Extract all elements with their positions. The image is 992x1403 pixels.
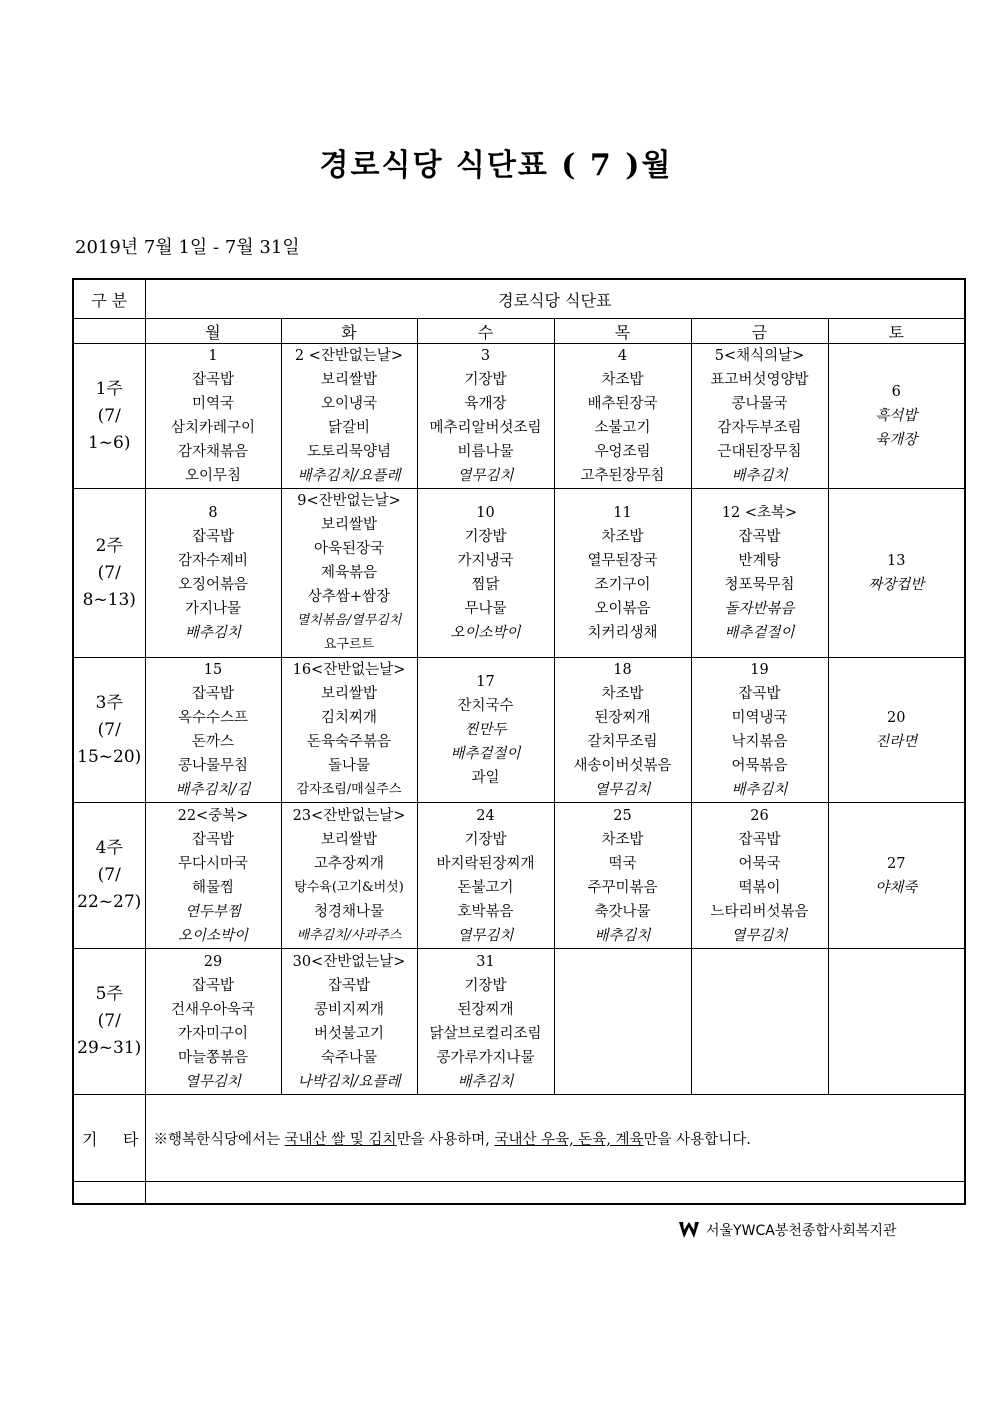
menu-date: 1	[208, 348, 218, 364]
menu-cell	[554, 489, 691, 658]
menu-item: 잔치국수	[457, 698, 514, 714]
menu-date: 6	[891, 384, 901, 400]
menu-item: 어묵볶음	[731, 758, 788, 774]
ywca-logo-icon	[678, 1221, 700, 1239]
menu-item: 가자미구이	[177, 1025, 249, 1042]
week-label-line: 1~6)	[87, 432, 131, 453]
menu-date: 31	[476, 953, 495, 970]
menu-date: 22<중복>	[177, 807, 249, 824]
menu-item: 열무김치	[731, 927, 788, 944]
menu-item: 숙주나물	[320, 1049, 378, 1066]
menu-item: 배추김치	[457, 1073, 514, 1090]
week-label	[73, 489, 145, 658]
week-row	[73, 489, 965, 658]
menu-item: 배추겉절이	[724, 625, 795, 641]
week-label-line: (7/	[97, 1011, 121, 1031]
week-row	[73, 949, 965, 1095]
menu-date: 10	[476, 505, 495, 521]
menu-item: 감자채볶음	[177, 444, 249, 460]
menu-item: 잡곡밥	[191, 977, 235, 994]
menu-item: 잡곡밥	[738, 529, 781, 545]
menu-item: 미역국	[191, 396, 235, 412]
menu-cell	[281, 658, 417, 803]
menu-item: 기장밥	[464, 372, 507, 388]
note-label-left: 기	[82, 1129, 98, 1149]
saturday-menu-cell	[828, 489, 965, 658]
week-label-line: 2주	[95, 535, 123, 556]
menu-item: 오이볶음	[594, 601, 651, 617]
menu-item: 열무김치	[184, 1073, 242, 1090]
menu-date: 19	[750, 662, 769, 678]
day-header-thu: 목	[554, 319, 691, 344]
note-underline-2: 국내산 우육, 돈육, 계육	[494, 1131, 644, 1148]
menu-cell	[145, 949, 281, 1095]
menu-cell	[417, 489, 554, 658]
week-label	[73, 344, 145, 489]
menu-cell	[281, 344, 417, 489]
menu-item: 치커리생채	[587, 625, 658, 641]
menu-item: 돌나물	[327, 758, 371, 774]
menu-item: 보리쌀밥	[320, 517, 378, 533]
week-row	[73, 658, 965, 803]
menu-item: 보리쌀밥	[320, 686, 378, 702]
menu-item: 짜장컵반	[868, 577, 925, 593]
menu-item: 청경채나물	[313, 903, 385, 920]
menu-item: 열무김치	[457, 468, 514, 484]
menu-item: 콩나물무침	[177, 758, 249, 774]
menu-item: 감자조림/매실주스	[296, 782, 402, 797]
week-label-line: 8~13)	[82, 589, 136, 610]
menu-date: 5<채식의날>	[714, 348, 805, 364]
menu-item: 감자두부조림	[717, 420, 802, 436]
menu-item: 연두부찜	[184, 903, 242, 920]
menu-item: 김치찌개	[320, 710, 378, 726]
menu-item: 요구르트	[323, 637, 375, 652]
menu-item: 닭갈비	[327, 420, 371, 436]
week-label	[73, 803, 145, 949]
menu-item: 돈까스	[191, 734, 235, 750]
menu-item: 잡곡밥	[738, 686, 781, 702]
menu-item: 낙지볶음	[731, 734, 788, 750]
menu-item: 된장찌개	[457, 1001, 514, 1018]
menu-item: 느타리버섯볶음	[710, 903, 809, 920]
week-label-line: (7/	[97, 562, 121, 583]
week-label-line: 29~31)	[77, 1038, 142, 1058]
menu-item: 나박김치/요플레	[297, 1073, 401, 1090]
menu-item: 잡곡밥	[191, 529, 235, 545]
menu-item: 차조밥	[601, 529, 644, 545]
menu-item: 배추김치	[184, 625, 242, 641]
menu-item: 잡곡밥	[327, 977, 371, 994]
menu-cell	[417, 344, 554, 489]
menu-item: 차조밥	[601, 372, 644, 388]
menu-item: 갈치무조림	[587, 734, 658, 750]
menu-item: 떡볶이	[738, 879, 781, 896]
menu-item: 호박볶음	[457, 903, 514, 920]
menu-item: 근대된장무침	[717, 444, 802, 460]
menu-item: 바지락된장찌개	[436, 855, 535, 872]
period-text: 2019년 7월 1일 - 7월 31일	[75, 237, 300, 258]
menu-item: 찜닭	[471, 577, 500, 593]
week-label-line: 4주	[95, 838, 123, 858]
menu-item: 배추김치/김	[175, 782, 251, 798]
menu-cell	[145, 803, 281, 949]
week-row	[73, 344, 965, 489]
menu-item: 찐만두	[464, 722, 507, 738]
saturday-menu-cell	[828, 803, 965, 949]
menu-date: 23<잔반없는날>	[292, 807, 406, 824]
menu-cell	[417, 658, 554, 803]
day-header-mon: 월	[145, 319, 281, 344]
menu-item: 콩가루가지나물	[436, 1049, 535, 1066]
menu-item: 배추김치	[594, 927, 651, 944]
menu-item: 비름나물	[457, 444, 514, 460]
menu-cell	[145, 658, 281, 803]
week-label-line: 3주	[95, 692, 123, 713]
note-underline-1: 국내산 쌀 및 김치	[284, 1131, 397, 1148]
menu-item: 축갓나물	[594, 903, 651, 920]
menu-cell	[691, 658, 828, 803]
menu-item: 상추쌈+쌈장	[307, 589, 391, 605]
menu-item: 차조밥	[601, 686, 644, 702]
footer	[678, 1220, 897, 1240]
menu-item: 오징어볶음	[177, 577, 249, 593]
menu-item: 돈불고기	[457, 879, 514, 896]
menu-item: 해물찜	[191, 879, 235, 896]
menu-item: 잡곡밥	[191, 686, 235, 702]
menu-item: 멸치볶음/열무김치	[296, 613, 402, 628]
menu-item: 새송이버섯볶음	[573, 758, 672, 774]
menu-item: 옥수수스프	[177, 710, 249, 726]
menu-item: 우엉조림	[594, 444, 651, 460]
menu-date: 13	[887, 553, 906, 569]
menu-item: 진라면	[875, 734, 918, 750]
menu-date: 3	[480, 348, 491, 364]
menu-date: 4	[617, 348, 628, 364]
menu-item: 소불고기	[594, 420, 651, 436]
menu-cell	[554, 949, 691, 1095]
menu-item: 배추된장국	[587, 396, 658, 412]
menu-item: 제육볶음	[320, 565, 378, 581]
blank-day-header	[73, 319, 145, 344]
menu-cell	[417, 949, 554, 1095]
week-label-line: 22~27)	[77, 892, 142, 912]
menu-item: 기장밥	[464, 831, 507, 848]
menu-item: 마늘쫑볶음	[177, 1049, 249, 1066]
menu-item: 떡국	[608, 855, 637, 872]
menu-item: 배추김치	[731, 468, 788, 484]
menu-item: 육개장	[875, 432, 918, 448]
menu-date: 30<잔반없는날>	[292, 953, 406, 970]
menu-item: 잡곡밥	[738, 831, 781, 848]
table-header: 경로식당 식단표	[145, 279, 965, 319]
menu-item: 배추김치	[731, 782, 788, 798]
saturday-menu-cell	[828, 658, 965, 803]
menu-item: 아욱된장국	[313, 541, 385, 557]
note-prefix: ※행복한식당에서는	[153, 1131, 285, 1148]
menu-item: 오이무침	[184, 468, 242, 484]
menu-item: 조기구이	[594, 577, 651, 593]
menu-item: 과일	[471, 770, 500, 786]
week-label-line: (7/	[97, 405, 121, 426]
menu-date: 25	[613, 807, 632, 824]
menu-cell	[554, 658, 691, 803]
menu-cell	[691, 344, 828, 489]
menu-item: 된장찌개	[594, 710, 651, 726]
menu-date: 29	[203, 953, 223, 970]
org-name: 서울YWCA봉천종합사회복지관	[706, 1223, 897, 1239]
week-label-line: 5주	[95, 984, 123, 1004]
menu-item: 콩비지찌개	[313, 1001, 385, 1018]
menu-item: 탕수육(고기&버섯)	[294, 879, 404, 895]
menu-item: 어묵국	[738, 855, 781, 872]
menu-item: 기장밥	[464, 977, 507, 994]
menu-item: 기장밥	[464, 529, 507, 545]
week-label-line: (7/	[97, 719, 121, 740]
menu-item: 도토리묵양념	[306, 444, 392, 460]
menu-cell	[554, 803, 691, 949]
menu-cell	[281, 489, 417, 658]
menu-item: 오이냉국	[320, 396, 378, 412]
menu-item: 잡곡밥	[191, 372, 235, 388]
menu-item: 차조밥	[601, 831, 644, 848]
note-mid: 만을 사용하며,	[396, 1131, 495, 1148]
menu-item: 콩나물국	[731, 396, 788, 412]
menu-item: 삼치카레구이	[170, 420, 256, 436]
menu-item: 육개장	[464, 396, 507, 412]
menu-item: 닭살브로컬리조림	[429, 1025, 542, 1042]
menu-item: 돌자반볶음	[724, 601, 795, 617]
menu-item: 열무김치	[457, 927, 514, 944]
menu-item: 건새우아욱국	[170, 1001, 256, 1018]
menu-item: 오이소박이	[450, 625, 521, 641]
saturday-menu-cell	[828, 949, 965, 1095]
menu-date: 11	[613, 505, 632, 521]
menu-item: 주꾸미볶음	[587, 879, 658, 896]
menu-item: 버섯불고기	[313, 1025, 385, 1042]
menu-item: 열무된장국	[587, 553, 658, 569]
menu-date: 20	[887, 710, 906, 726]
menu-date: 16<잔반없는날>	[292, 662, 406, 678]
menu-item: 돈육숙주볶음	[306, 734, 392, 750]
menu-item: 무다시마국	[177, 855, 249, 872]
menu-cell	[145, 344, 281, 489]
menu-item: 배추김치/요플레	[297, 468, 401, 484]
menu-item: 표고버섯영양밥	[710, 372, 809, 388]
menu-item: 미역냉국	[731, 710, 788, 726]
menu-item: 흑석밥	[875, 408, 918, 424]
saturday-menu-cell	[828, 344, 965, 489]
corner-label: 구 분	[73, 279, 145, 319]
note-label	[73, 1095, 145, 1182]
menu-item: 보리쌀밥	[320, 372, 378, 388]
menu-cell	[281, 803, 417, 949]
menu-item: 열무김치	[594, 782, 651, 798]
note-text	[145, 1095, 965, 1182]
week-label-line: 15~20)	[77, 746, 142, 767]
menu-item: 고추장찌개	[313, 855, 385, 872]
menu-item: 보리쌀밥	[320, 831, 378, 848]
menu-date: 2 <잔반없는날>	[294, 348, 404, 364]
menu-item: 오이소박이	[177, 927, 249, 944]
day-header-tue: 화	[281, 319, 417, 344]
menu-date: 9<잔반없는날>	[297, 493, 401, 509]
week-label	[73, 658, 145, 803]
menu-cell	[691, 489, 828, 658]
menu-date: 17	[476, 674, 495, 690]
menu-item: 잡곡밥	[191, 831, 235, 848]
day-header-wed: 수	[417, 319, 554, 344]
menu-table	[72, 278, 966, 1205]
menu-cell	[145, 489, 281, 658]
menu-cell	[691, 949, 828, 1095]
menu-cell	[554, 344, 691, 489]
menu-item: 청포묵무침	[724, 577, 795, 593]
footer-blank-row	[145, 1182, 965, 1204]
menu-item: 가지나물	[184, 601, 242, 617]
menu-item: 배추겉절이	[450, 746, 521, 762]
menu-item: 반계탕	[738, 553, 781, 569]
menu-cell	[281, 949, 417, 1095]
page-title: 경로식당 식단표 ( 7 )월	[319, 148, 673, 183]
menu-date: 26	[750, 807, 769, 824]
menu-date: 18	[613, 662, 632, 678]
menu-item: 메추리알버섯조림	[429, 420, 542, 436]
menu-item: 감자수제비	[177, 553, 249, 569]
menu-date: 24	[476, 807, 495, 824]
note-suffix: 만을 사용합니다.	[643, 1131, 751, 1148]
day-header-fri: 금	[691, 319, 828, 344]
day-header-sat: 토	[828, 319, 965, 344]
menu-item: 배추김치/사과주스	[296, 927, 402, 943]
menu-item: 야채죽	[875, 879, 918, 896]
menu-date: 27	[887, 855, 906, 872]
menu-item: 무나물	[464, 601, 507, 617]
week-row	[73, 803, 965, 949]
menu-cell	[417, 803, 554, 949]
menu-item: 고추된장무침	[580, 468, 665, 484]
menu-date: 15	[203, 662, 223, 678]
menu-item: 가지냉국	[457, 553, 514, 569]
week-label-line: (7/	[97, 865, 121, 885]
menu-cell	[691, 803, 828, 949]
week-label	[73, 949, 145, 1095]
week-label-line: 1주	[95, 378, 123, 399]
menu-date: 8	[208, 505, 218, 521]
note-label-right: 타	[123, 1129, 139, 1149]
menu-date: 12 <초복>	[721, 505, 798, 521]
footer-blank-label	[73, 1182, 145, 1204]
